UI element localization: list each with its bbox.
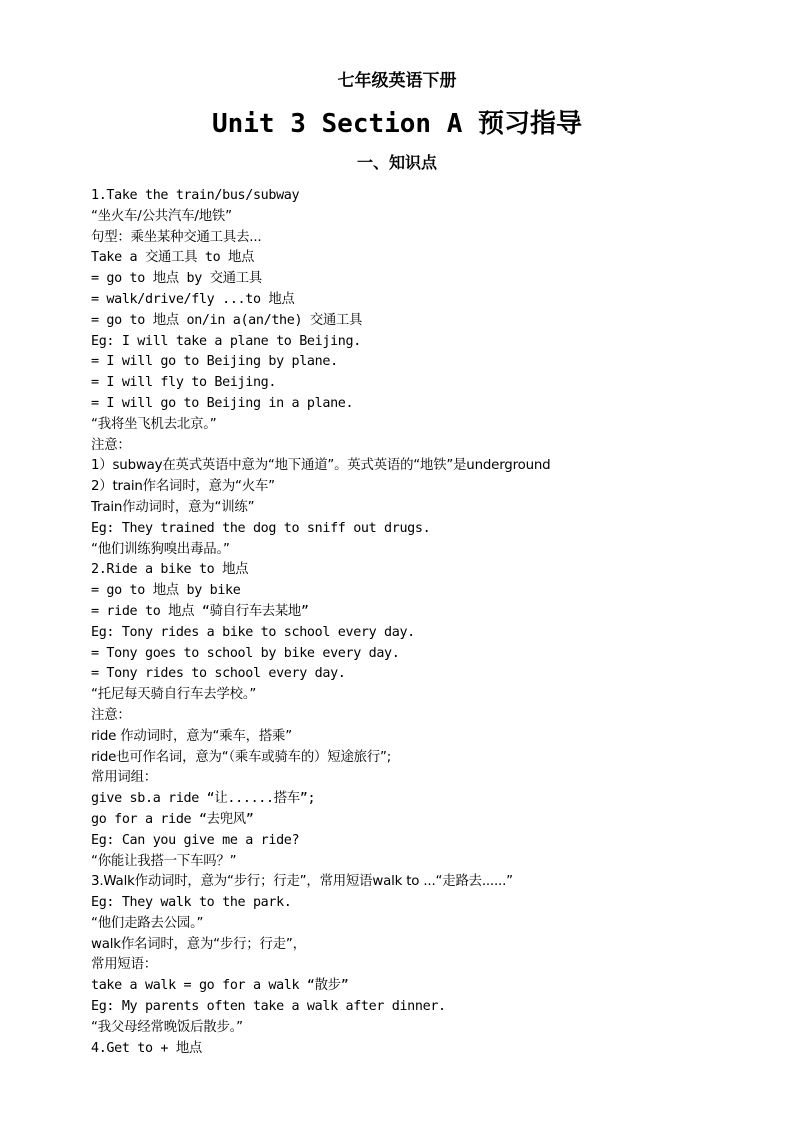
text-line: 注意： bbox=[91, 437, 131, 453]
text-line: = Tony rides to school every day. bbox=[91, 666, 346, 682]
text-line: = Tony goes to school by bike every day. bbox=[91, 645, 400, 661]
text-line: “他们走路去公园。” bbox=[91, 915, 204, 931]
text-line: 常用词组： bbox=[91, 770, 157, 786]
text-line: walk作名词时，意为“步行；行走”， bbox=[91, 936, 306, 952]
text-line: ride也可作名词，意为“（乘车或骑车的）短途旅行”; bbox=[91, 749, 392, 765]
text-line: 1）subway在英式英语中意为“地下通道”。英式英语的“地铁”是underground bbox=[91, 458, 551, 474]
text-line: = I will go to Beijing by plane. bbox=[91, 354, 338, 370]
text-line: Eg: They trained the dog to sniff out drugs. bbox=[91, 520, 431, 536]
text-line: Eg: Can you give me a ride? bbox=[91, 832, 300, 848]
text-line: “我父母经常晚饭后散步。” bbox=[91, 1019, 243, 1035]
text-line: “坐火车/公共汽车/地铁” bbox=[91, 208, 232, 224]
text-line: Eg: They walk to the park. bbox=[91, 895, 292, 911]
text-line: 2）train作名词时，意为“火车” bbox=[91, 479, 275, 495]
text-line: = I will go to Beijing in a plane. bbox=[91, 395, 354, 411]
text-line: 句型：乘坐某种交通工具去... bbox=[91, 229, 262, 245]
text-line: “你能让我搭一下车吗？” bbox=[91, 853, 237, 869]
text-line: = I will fly to Beijing. bbox=[91, 375, 277, 391]
text-line: 2.Ride a bike to 地点 bbox=[91, 562, 249, 578]
text-line: Train作动词时，意为“训练” bbox=[91, 499, 255, 515]
text-line: Eg: I will take a plane to Beijing. bbox=[91, 333, 361, 349]
text-line: 常用短语： bbox=[91, 957, 157, 973]
text-line: “我将坐飞机去北京。” bbox=[91, 416, 217, 432]
text-line: = ride to 地点 “骑自行车去某地” bbox=[91, 603, 309, 619]
text-line: = go to 地点 on/in a(an/the) 交通工具 bbox=[91, 312, 363, 328]
text-line: give sb.a ride “让......搭车”; bbox=[91, 791, 316, 807]
text-line: “他们训练狗嗅出毒品。” bbox=[91, 541, 230, 557]
text-line: 3.Walk作动词时，意为“步行；行走”，常用短语walk to ...“走路去......” bbox=[91, 874, 513, 890]
text-line: “托尼每天骑自行车去学校。” bbox=[91, 687, 257, 703]
text-line: 1.Take the train/bus/subway bbox=[91, 188, 300, 203]
text-line: Eg: My parents often take a walk after dinner. bbox=[91, 999, 446, 1015]
grade-heading: 七年级英语下册 bbox=[337, 71, 457, 91]
text-line: 注意： bbox=[91, 707, 131, 723]
text-line: ride 作动词时，意为“乘车，搭乘” bbox=[91, 728, 292, 744]
text-line: = go to 地点 by bike bbox=[91, 583, 241, 599]
text-line: 4.Get to + 地点 bbox=[91, 1040, 202, 1056]
page-title: Unit 3 Section A 预习指导 bbox=[211, 109, 583, 139]
text-line: = walk/drive/fly ...to 地点 bbox=[91, 291, 295, 307]
text-line: Eg: Tony rides a bike to school every day. bbox=[91, 624, 415, 640]
text-line: go for a ride “去兜风” bbox=[91, 811, 254, 827]
section-heading: 一、知识点 bbox=[356, 153, 437, 172]
text-line: Take a 交通工具 to 地点 bbox=[91, 250, 255, 266]
text-line: = go to 地点 by 交通工具 bbox=[91, 271, 262, 287]
knowledge-points-body bbox=[91, 186, 771, 1059]
text-line: take a walk = go for a walk “散步” bbox=[91, 978, 349, 994]
